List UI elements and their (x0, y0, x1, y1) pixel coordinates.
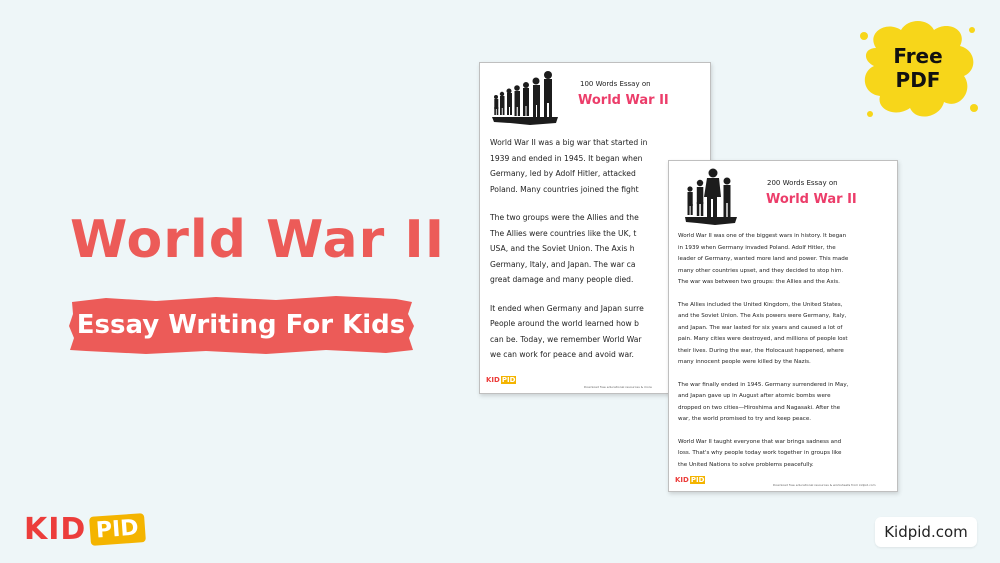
sheet-footer-note: Download free educational resources & more (584, 385, 652, 389)
text-line: World War II was one of the biggest wars in history. It began (678, 233, 847, 239)
text-line: Poland. Many countries joined the fight (490, 184, 639, 194)
essay-sheet-200-words[interactable] (668, 160, 898, 492)
sheet-subtitle: 100 Words Essay on (580, 80, 651, 88)
free-pdf-badge[interactable] (856, 18, 980, 124)
text-line: The war finally ended in 1945. Germany surrendered in May, (678, 381, 849, 388)
kidpid-logo[interactable] (24, 512, 145, 546)
text-line: The war was between two groups: the Allies and the Axis. (678, 279, 840, 285)
subtitle-banner (66, 292, 416, 358)
text-line: Germany, led by Adolf Hitler, attacked (490, 169, 636, 178)
text-line: People around the world learned how b (490, 319, 640, 328)
text-line: pain. Many cities were destroyed, and millions of people lost (678, 336, 848, 342)
text-line: Germany, Italy, and Japan. The war ca (490, 259, 636, 269)
sheet-footer-logo (486, 376, 516, 384)
text-line: many innocent people were killed by the Nazis. (678, 359, 811, 365)
text-line: the United Nations to solve problems peacefully. (678, 461, 814, 468)
soldiers-silhouette-icon (490, 67, 560, 129)
text-line: can be. Today, we remember World War (490, 334, 642, 344)
text-line: World War II taught everyone that war brings sadness and (678, 438, 842, 445)
footer-logo-pid: PID (690, 476, 705, 484)
sheet-heading: World War II (578, 93, 669, 108)
logo-kid-text: KID (24, 511, 87, 547)
text-line: their lives. During the war, the Holocaust happened, where (678, 347, 844, 354)
logo-pid-text: PID (89, 513, 145, 546)
text-line: The Allies included the United Kingdom, the United States, (678, 301, 843, 308)
text-line: in 1939 when Germany invaded Poland. Adolf Hitler, the (678, 244, 836, 251)
sheet-subtitle: 200 Words Essay on (767, 179, 838, 187)
text-line: It ended when Germany and Japan surre (490, 303, 644, 313)
text-line: many other countries upset, and they decided to stop him. (678, 267, 844, 274)
text-line: The Allies were countries like the UK, t (490, 228, 637, 238)
banner-subtitle: Essay Writing For Kids (76, 310, 406, 340)
text-line: and Japan gave up in August after atomic bombs were (678, 393, 831, 399)
text-line: war, the world promised to try and keep peace. (678, 416, 812, 422)
text-line: and the Soviet Union. The Axis powers were Germany, Italy, (678, 313, 847, 319)
footer-logo-kid: KID (675, 476, 689, 484)
footer-logo-pid: PID (501, 376, 516, 384)
site-link[interactable]: Kidpid.com (875, 517, 977, 547)
text-line: we can work for peace and avoid war. (490, 350, 634, 359)
text-line: World War II was a big war that started in (490, 138, 648, 147)
text-line: and Japan. The war lasted for six years and caused a lot of (678, 324, 843, 331)
sheet-heading: World War II (766, 192, 857, 207)
text-line: The two groups were the Allies and the (490, 213, 639, 222)
text-line: USA, and the Soviet Union. The Axis h (490, 244, 635, 253)
sheet-footer-logo (675, 476, 705, 484)
essay-body (678, 231, 892, 482)
paragraph (678, 380, 892, 426)
text-line: loss. That's why people today work together in groups like (678, 450, 842, 456)
sheet-footer-note: Download free educational resources & worksheets from kidpid.com (773, 483, 876, 487)
text-line: leader of Germany, wanted more land and power. This made (678, 256, 849, 262)
badge-line-pdf: PDF (895, 68, 941, 92)
page-title: World War II (70, 210, 446, 270)
paragraph (678, 300, 892, 369)
paragraph (678, 437, 892, 472)
text-line: dropped on two cities—Hiroshima and Nagasaki. After the (678, 404, 841, 411)
paragraph (678, 231, 892, 289)
text-line: 1939 and ended in 1945. It began when (490, 153, 643, 163)
text-line: great damage and many people died. (490, 275, 634, 284)
badge-label (878, 44, 958, 92)
soldiers-silhouette-icon (683, 167, 739, 229)
footer-logo-kid: KID (486, 376, 500, 384)
badge-line-free: Free (893, 44, 943, 68)
